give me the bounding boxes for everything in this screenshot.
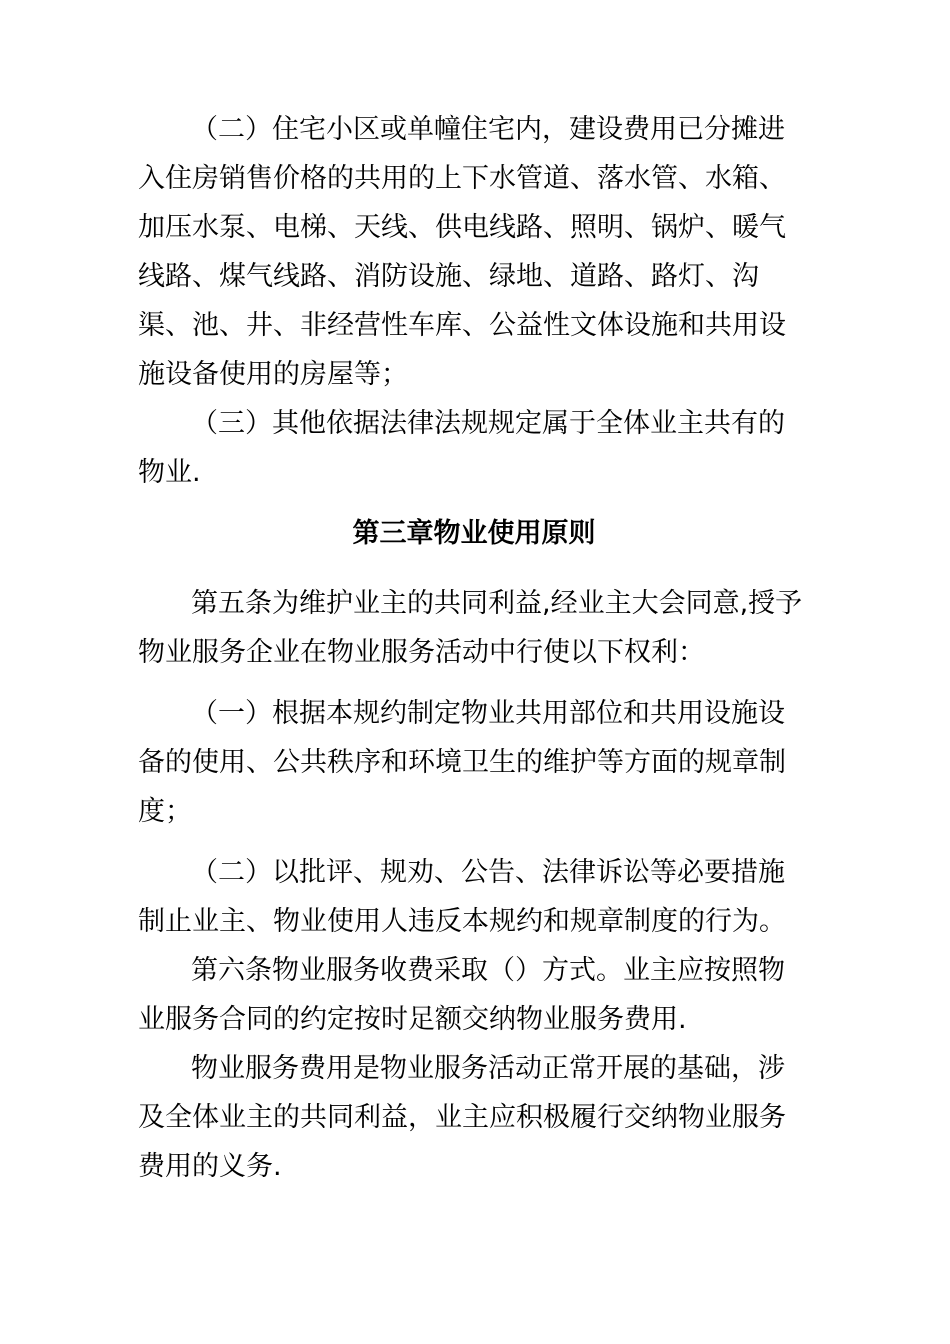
paragraph-other-common-property: （三）其他依据法律法规规定属于全体业主共有的物业. (138, 408, 785, 488)
paragraph-right-2: （二）以批评、规劝、公告、法律诉讼等必要措施制止业主、物业使用人违反本规约和规章制度的行为。 (138, 857, 786, 937)
paragraph-service-fee-duty: 物业服务费用是物业服务活动正常开展的基础，涉及全体业主的共同利益，业主应积极履行交纳物业服务费用的义务. (138, 1053, 786, 1182)
chapter-heading: 第三章物业使用原则 (352, 518, 596, 549)
paragraph-common-facilities: （二）住宅小区或单幢住宅内，建设费用已分摊进入住房销售价格的共用的上下水管道、落水管、水箱、加压水泵、电梯、天线、供电线路、照明、锅炉、暖气线路、煤气线路、消防设施、绿地、道路、路灯、沟渠、池、井、非经营性车库、公益性文体设施和共用设施设备使用的房屋等； (138, 114, 786, 390)
paragraph-article-5: 第五条为维护业主的共同利益,经业主大会同意,授予物业服务企业在物业服务活动中行使以下权利： (138, 588, 803, 668)
paragraph-article-6: 第六条物业服务收费采取（）方式。业主应按照物业服务合同的约定按时足额交纳物业服务费用. (138, 955, 785, 1035)
document-page (138, 105, 810, 1191)
paragraph-right-1: （一）根据本规约制定物业共用部位和共用设施设备的使用、公共秩序和环境卫生的维护等方面的规章制度； (138, 698, 786, 827)
